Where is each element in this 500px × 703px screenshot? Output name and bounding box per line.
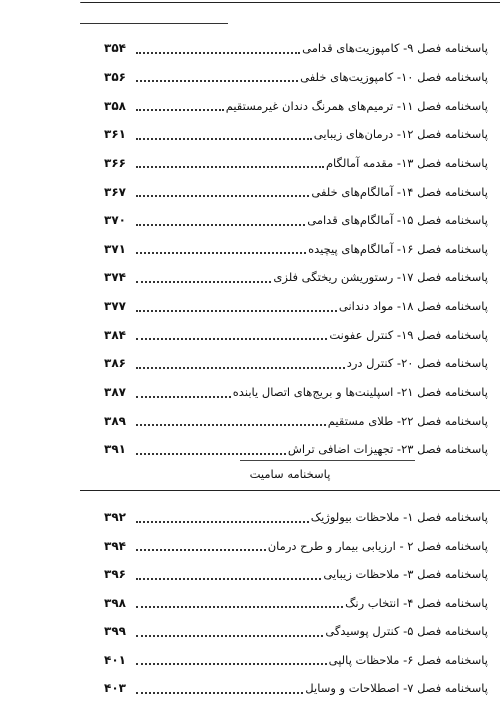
toc-entry[interactable] [104,91,488,120]
toc-entry[interactable] [104,234,488,263]
page-number: ۳۷۷ [104,299,126,314]
toc-entry[interactable] [104,177,488,206]
dot-leader [136,395,231,398]
section-title: پاسخنامه سامیت [249,467,331,481]
page-number: ۳۸۴ [104,327,126,342]
page-number: ۳۵۴ [104,41,126,56]
dot-leader [136,251,306,254]
dot-leader [136,520,309,523]
toc-entry[interactable] [104,560,488,589]
entry-title: پاسخنامه فصل ۱۹- کنترل عفونت [329,327,488,342]
page-number: ۳۹۱ [104,442,126,457]
page-number: ۴۰۳ [104,681,126,696]
page-number: ۳۵۶ [104,69,126,84]
dot-leader [136,337,327,340]
toc-entry[interactable] [104,292,488,321]
page-number: ۳۶۷ [104,184,126,199]
entry-title: پاسخنامه فصل ۱- ملاحظات بیولوژیک [310,510,488,525]
entry-title: پاسخنامه فصل ۱۶- آمالگام‌های پیچیده [308,241,488,256]
entry-title: پاسخنامه فصل ۳- ملاحظات زیبایی [323,567,488,582]
section-header [80,460,500,490]
page-number: ۳۵۸ [104,98,126,113]
toc-entry[interactable] [104,674,488,703]
toc-entry[interactable] [104,120,488,149]
dot-leader [136,51,300,54]
entry-title: پاسخنامه فصل ۴- انتخاب رنگ [345,595,488,610]
page-number: ۳۷۱ [104,241,126,256]
dot-leader [136,662,327,665]
toc-entry[interactable] [104,532,488,561]
toc-entry[interactable] [104,320,488,349]
dot-leader [136,165,324,168]
entry-title: پاسخنامه فصل ۱۰- کامپوزیت‌های خلفی [300,69,488,84]
toc-entry[interactable] [104,503,488,532]
toc-entry[interactable] [104,263,488,292]
header-rule [80,2,500,3]
page-number: ۳۶۶ [104,155,126,170]
page-number: ۳۷۰ [104,213,126,228]
page-number: ۳۸۹ [104,413,126,428]
dot-leader [136,605,343,608]
entry-title: پاسخنامه فصل ۷- اصطلاحات و وسایل [305,681,488,696]
dot-leader [136,108,224,111]
entry-title: پاسخنامه فصل ۱۲- درمان‌های زیبایی [313,127,488,142]
dot-leader [136,309,337,312]
dot-leader [136,194,309,197]
entry-title: پاسخنامه فصل ۱۱- ترمیم‌های همرنگ دندان غیرمستقیم [225,98,488,113]
section-top-line [240,460,415,461]
dot-leader [136,577,321,580]
page-number: ۳۹۴ [104,538,126,553]
toc-entry[interactable] [104,63,488,92]
entry-title: پاسخنامه فصل ۵- کنترل پوسیدگی [325,624,488,639]
entry-title: پاسخنامه فصل ۹- کامپوزیت‌های قدامی [302,41,488,56]
toc-entry[interactable] [104,406,488,435]
toc-entry[interactable] [104,589,488,618]
page-number: ۳۹۲ [104,510,126,525]
entry-title: پاسخنامه فصل ۲۱- اسپلینت‌ها و بریج‌های اتصال یابنده [232,385,488,399]
dot-leader [136,280,271,283]
entry-title: پاسخنامه فصل ۱۷- رستوریشن ریختگی فلزی [273,270,488,285]
dot-leader [136,366,345,369]
dot-leader [136,137,312,140]
entry-title: پاسخنامه فصل ۱۳- مقدمه آمالگام [325,155,488,170]
page-number: ۳۹۶ [104,567,126,582]
page-number: ۳۶۱ [104,127,126,142]
toc-entry[interactable] [104,378,488,407]
entry-title: پاسخنامه فصل ۱۴- آمالگام‌های خلفی [311,184,488,199]
section-bottom-rule [80,490,500,491]
toc-entry[interactable] [104,206,488,235]
entry-title: پاسخنامه فصل ۲۳- تجهیزات اضافی تراش [287,442,488,457]
toc-entry[interactable] [104,646,488,675]
toc-entry[interactable] [104,617,488,646]
dot-leader [136,223,305,226]
entry-title: پاسخنامه فصل ۱۸- مواد دندانی [338,299,488,314]
dot-leader [136,634,323,637]
toc-entry[interactable] [104,349,488,378]
toc-list-upper [104,34,488,464]
entry-title: پاسخنامه فصل ۲۲- طلای مستقیم [327,413,488,428]
dot-leader [136,548,266,551]
header-underline [80,23,228,24]
page-number: ۳۹۸ [104,595,126,610]
entry-title: پاسخنامه فصل ۲ - ارزیابی بیمار و طرح درمان [267,538,488,553]
page-number: ۳۸۷ [104,385,126,399]
entry-title: پاسخنامه فصل ۲۰- کنترل درد [346,356,488,371]
toc-entry[interactable] [104,149,488,178]
dot-leader [136,423,326,426]
dot-leader [136,452,286,455]
toc-entry[interactable] [104,34,488,63]
page-number: ۳۹۹ [104,624,126,639]
dot-leader [136,79,298,82]
toc-list-lower [104,503,488,703]
page-number: ۳۷۴ [104,270,126,285]
entry-title: پاسخنامه فصل ۱۵- آمالگام‌های قدامی [307,213,488,228]
entry-title: پاسخنامه فصل ۶- ملاحظات پالپی [328,652,488,667]
page-number: ۳۸۶ [104,356,126,371]
dot-leader [136,691,303,694]
page-number: ۴۰۱ [104,652,126,667]
